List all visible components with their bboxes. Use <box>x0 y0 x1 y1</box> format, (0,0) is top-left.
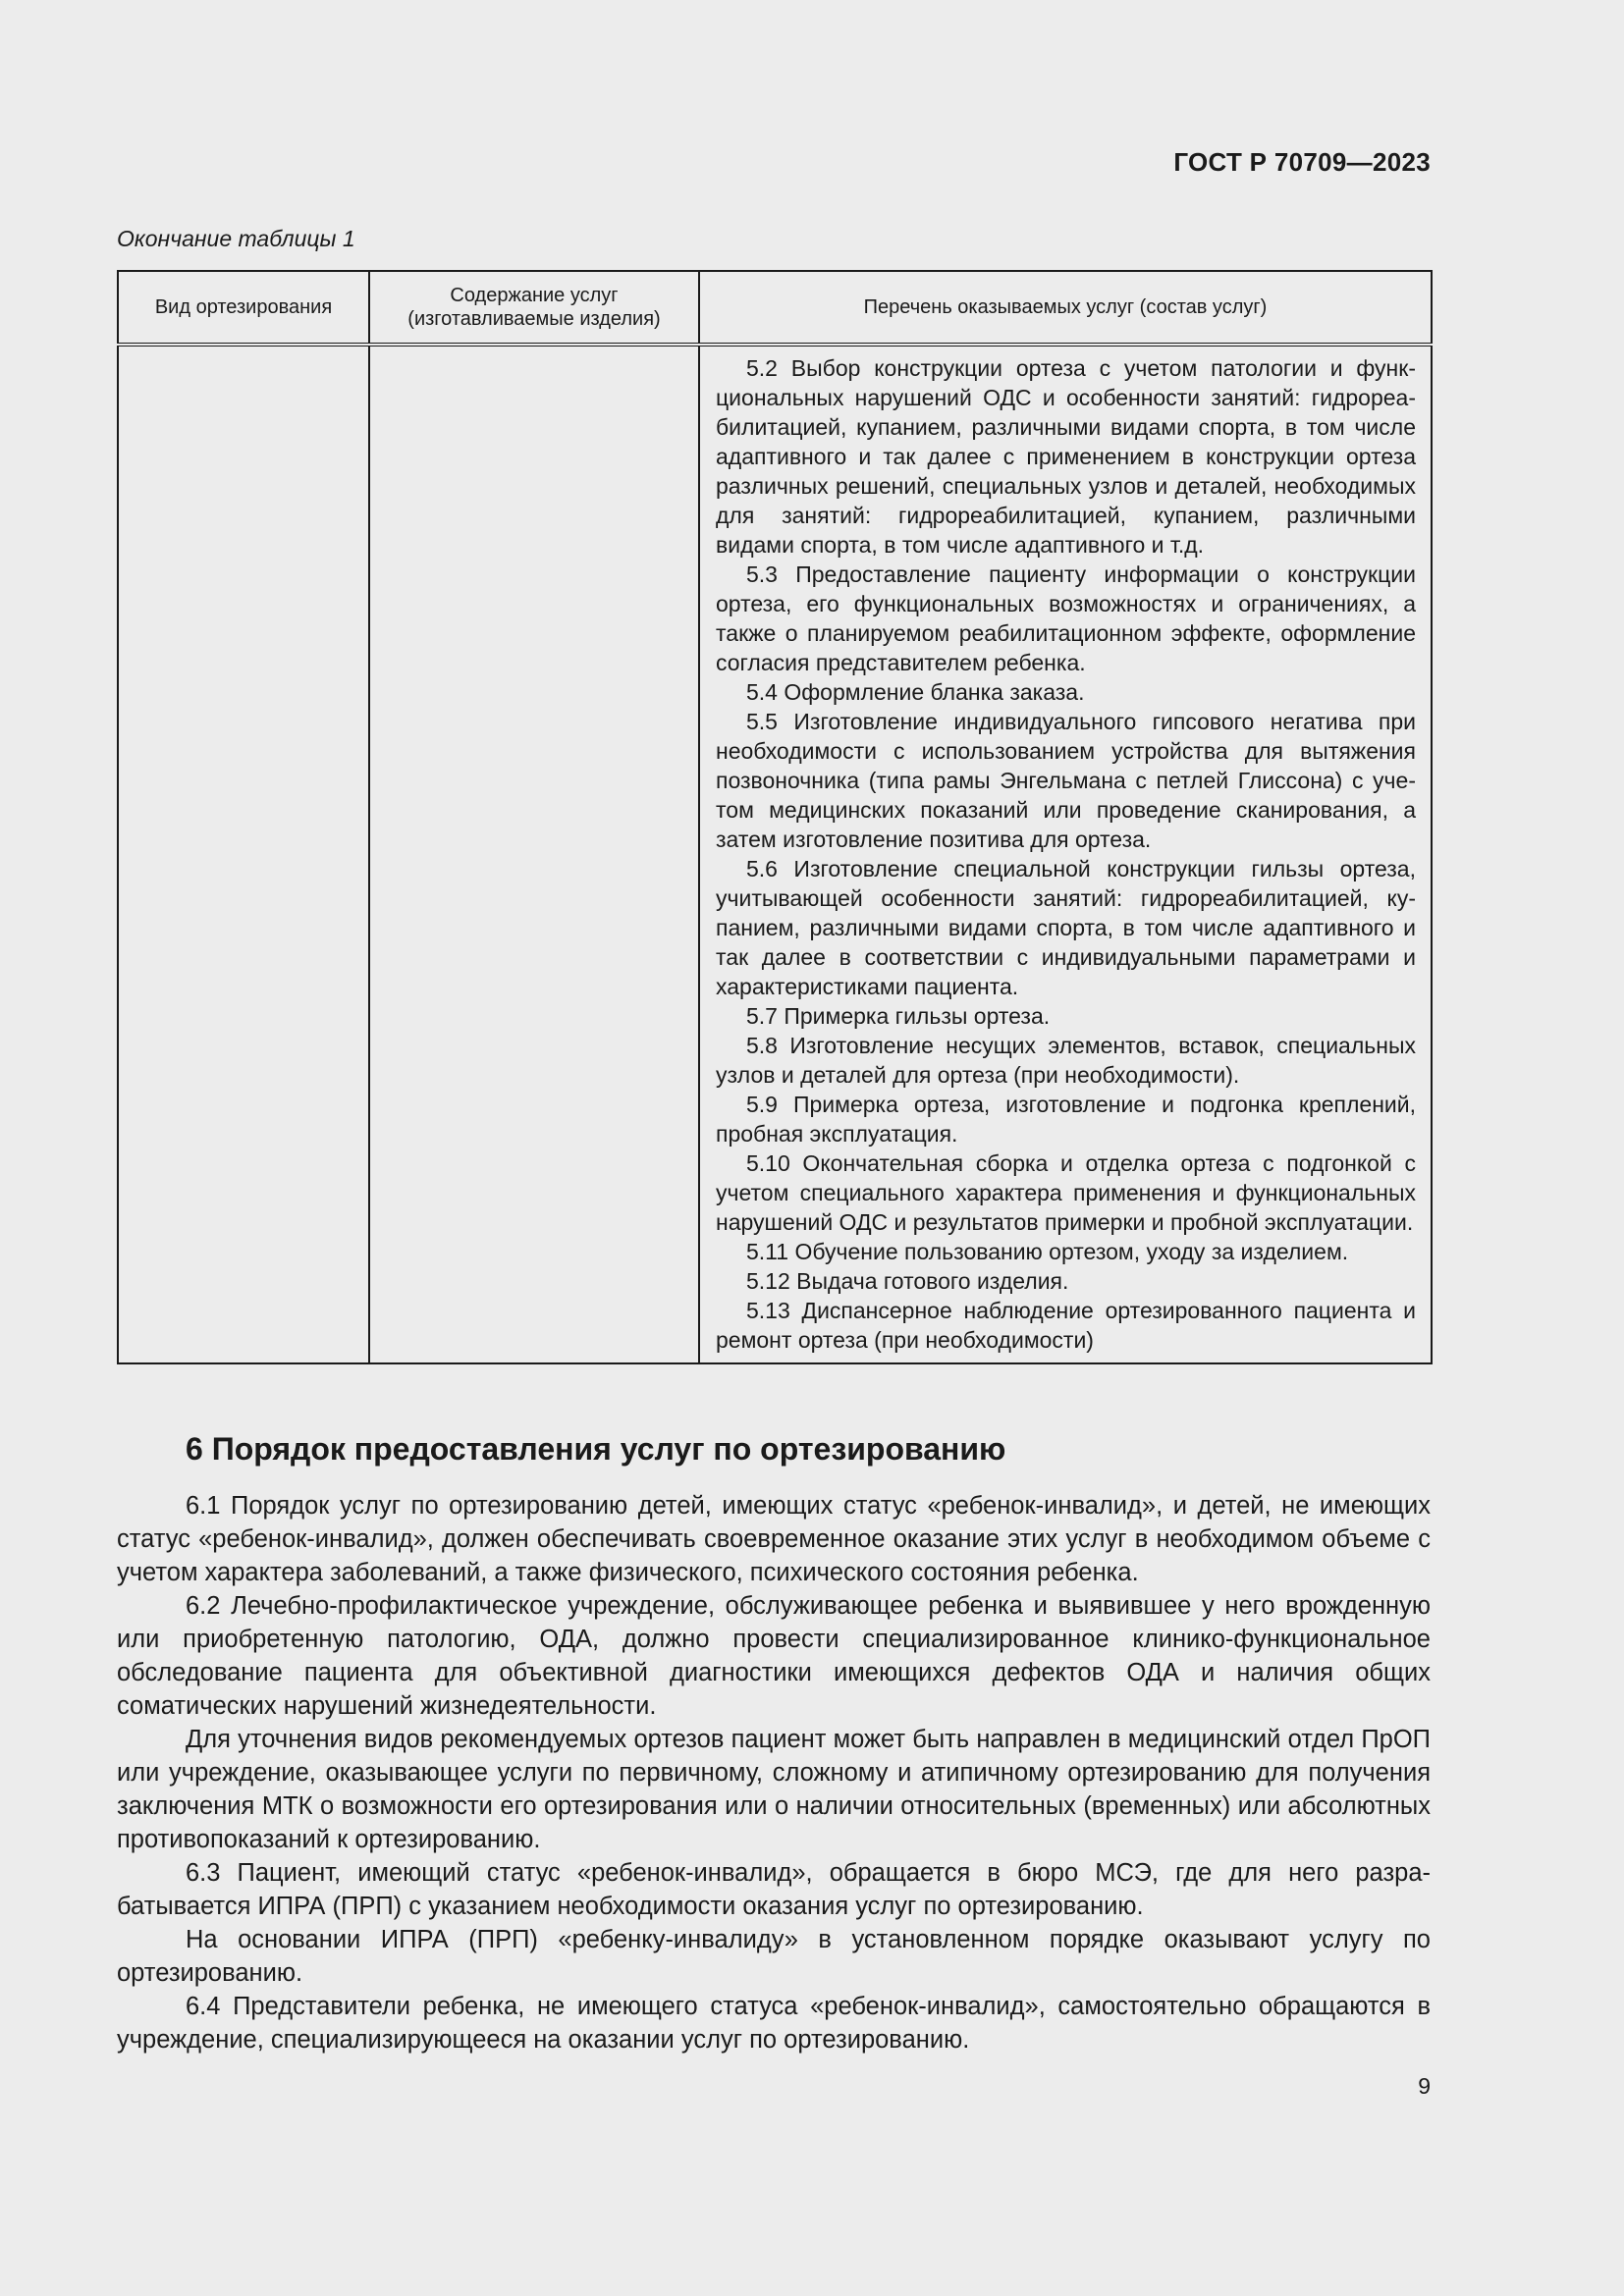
page-number: 9 <box>1418 2073 1431 2099</box>
column-header-service-list: Перечень оказываемых услуг (состав услуг) <box>699 271 1432 345</box>
table-header-row <box>118 271 1432 345</box>
paragraph: На основании ИПРА (ПРП) «ребенку-инвалиду» в установленном порядке оказывают услугу по ортезированию. <box>117 1926 1431 1987</box>
table-row <box>118 345 1432 1363</box>
service-item: 5.10 Окончательная сборка и отделка ортеза с подгонкой с учетом специального характера применения и функциональных нарушений ОДС и результатов примерки и пробной эксплуатации. <box>716 1150 1416 1235</box>
service-list-cell <box>699 345 1432 1363</box>
service-item: 5.8 Изготовление несущих элементов, вставок, специальных узлов и деталей для ортеза (при необходимости). <box>716 1033 1416 1088</box>
table-cell-empty <box>369 345 699 1363</box>
table-caption: Окончание таблицы 1 <box>117 226 355 251</box>
service-item: 5.4 Оформление бланка заказа. <box>746 679 1085 705</box>
service-item: 5.9 Примерка ортеза, изготовление и подгонка креплений, пробная эксплуатация. <box>716 1092 1416 1147</box>
paragraph: 6.3 Пациент, имеющий статус «ребенок-инвалид», обращается в бюро МСЭ, где для него разрабатывается ИПРА (ПРП) с указанием необходимости оказания услуг по ортезированию. <box>117 1859 1431 1920</box>
service-item: 5.6 Изготовление специальной конструкции гильзы ортеза, учитывающей особенности занятий: гидрореабилитацией, купанием, различными видами спорта, в том числе адаптивного и так далее в соответствии с индивидуальными параметрами и характеристиками пациента. <box>716 856 1416 999</box>
service-item: 5.13 Диспансерное наблюдение ортезированного пациента и ремонт ортеза (при необходимости) <box>716 1298 1416 1353</box>
section-body <box>117 1489 1431 2056</box>
paragraph: Для уточнения видов рекомендуемых ортезов пациент может быть направлен в медицинский отдел ПрОП или учреждение, оказывающее услуги по первичному, сложному и атипичному ортезированию для получения заключения МТК о возможности его ортезирования или о наличии относительных (временных) или абсолютных противопоказаний к ортезированию. <box>117 1726 1431 1853</box>
service-item: 5.5 Изготовление индивидуального гипсового негатива при необходимости с использованием устройства для вытяжения позвоночника (типа рамы Энгельмана с петлей Глиссона) с учетом медицинских показаний или проведение сканирования, а затем изготовление позитива для ортеза. <box>716 709 1416 852</box>
paragraph: 6.1 Порядок услуг по ортезированию детей, имеющих статус «ребенок-инвалид», и детей, не имеющих статус «ребенок-инвалид», должен обеспечивать своевременное оказание этих услуг в необходимом объеме с учетом характера заболеваний, а также физического, психического состояния ребенка. <box>117 1492 1431 1586</box>
service-item: 5.12 Выдача готового изделия. <box>746 1268 1069 1294</box>
service-item: 5.7 Примерка гильзы ортеза. <box>746 1003 1051 1029</box>
column-header-service-content: Содержание услуг (изготавливаемые изделия) <box>369 271 699 345</box>
services-table <box>117 270 1433 1364</box>
section-heading: 6 Порядок предоставления услуг по ортезированию <box>186 1431 1006 1467</box>
paragraph: 6.2 Лечебно-профилактическое учреждение, обслуживающее ребенка и выявившее у него врожденную или приобретенную патологию, ОДА, должно провести специализированное клинико-функциональное обследование пациента для объективной диагностики имеющихся дефектов ОДА и наличия общих соматических нарушений жизнедеятельности. <box>117 1592 1431 1720</box>
table-cell-empty <box>118 345 369 1363</box>
paragraph: 6.4 Представители ребенка, не имеющего статуса «ребенок-инвалид», самостоятельно обращаются в учреждение, специализирующееся на оказании услуг по ортезированию. <box>117 1993 1431 2054</box>
column-header-orthosis-type: Вид ортезирования <box>118 271 369 345</box>
document-code: ГОСТ Р 70709—2023 <box>1173 147 1431 177</box>
service-item: 5.3 Предоставление пациенту информации о конструкции ортеза, его функциональных возможностях и ограничениях, а также о планируемом реабилитационном эффекте, оформление согласия представителем ребенка. <box>716 561 1416 675</box>
service-item: 5.2 Выбор конструкции ортеза с учетом патологии и функциональных нарушений ОДС и особенности занятий: гидрореабилитацией, купанием, различными видами спорта, в том числе адаптивного и так далее с применением в конструкции ортеза различных решений, специальных узлов и деталей, необходимых для занятий: гидрореабилитацией, купанием, различными видами спорта, в том числе адаптивного и т.д. <box>716 355 1416 558</box>
service-item: 5.11 Обучение пользованию ортезом, уходу за изделием. <box>746 1239 1349 1264</box>
